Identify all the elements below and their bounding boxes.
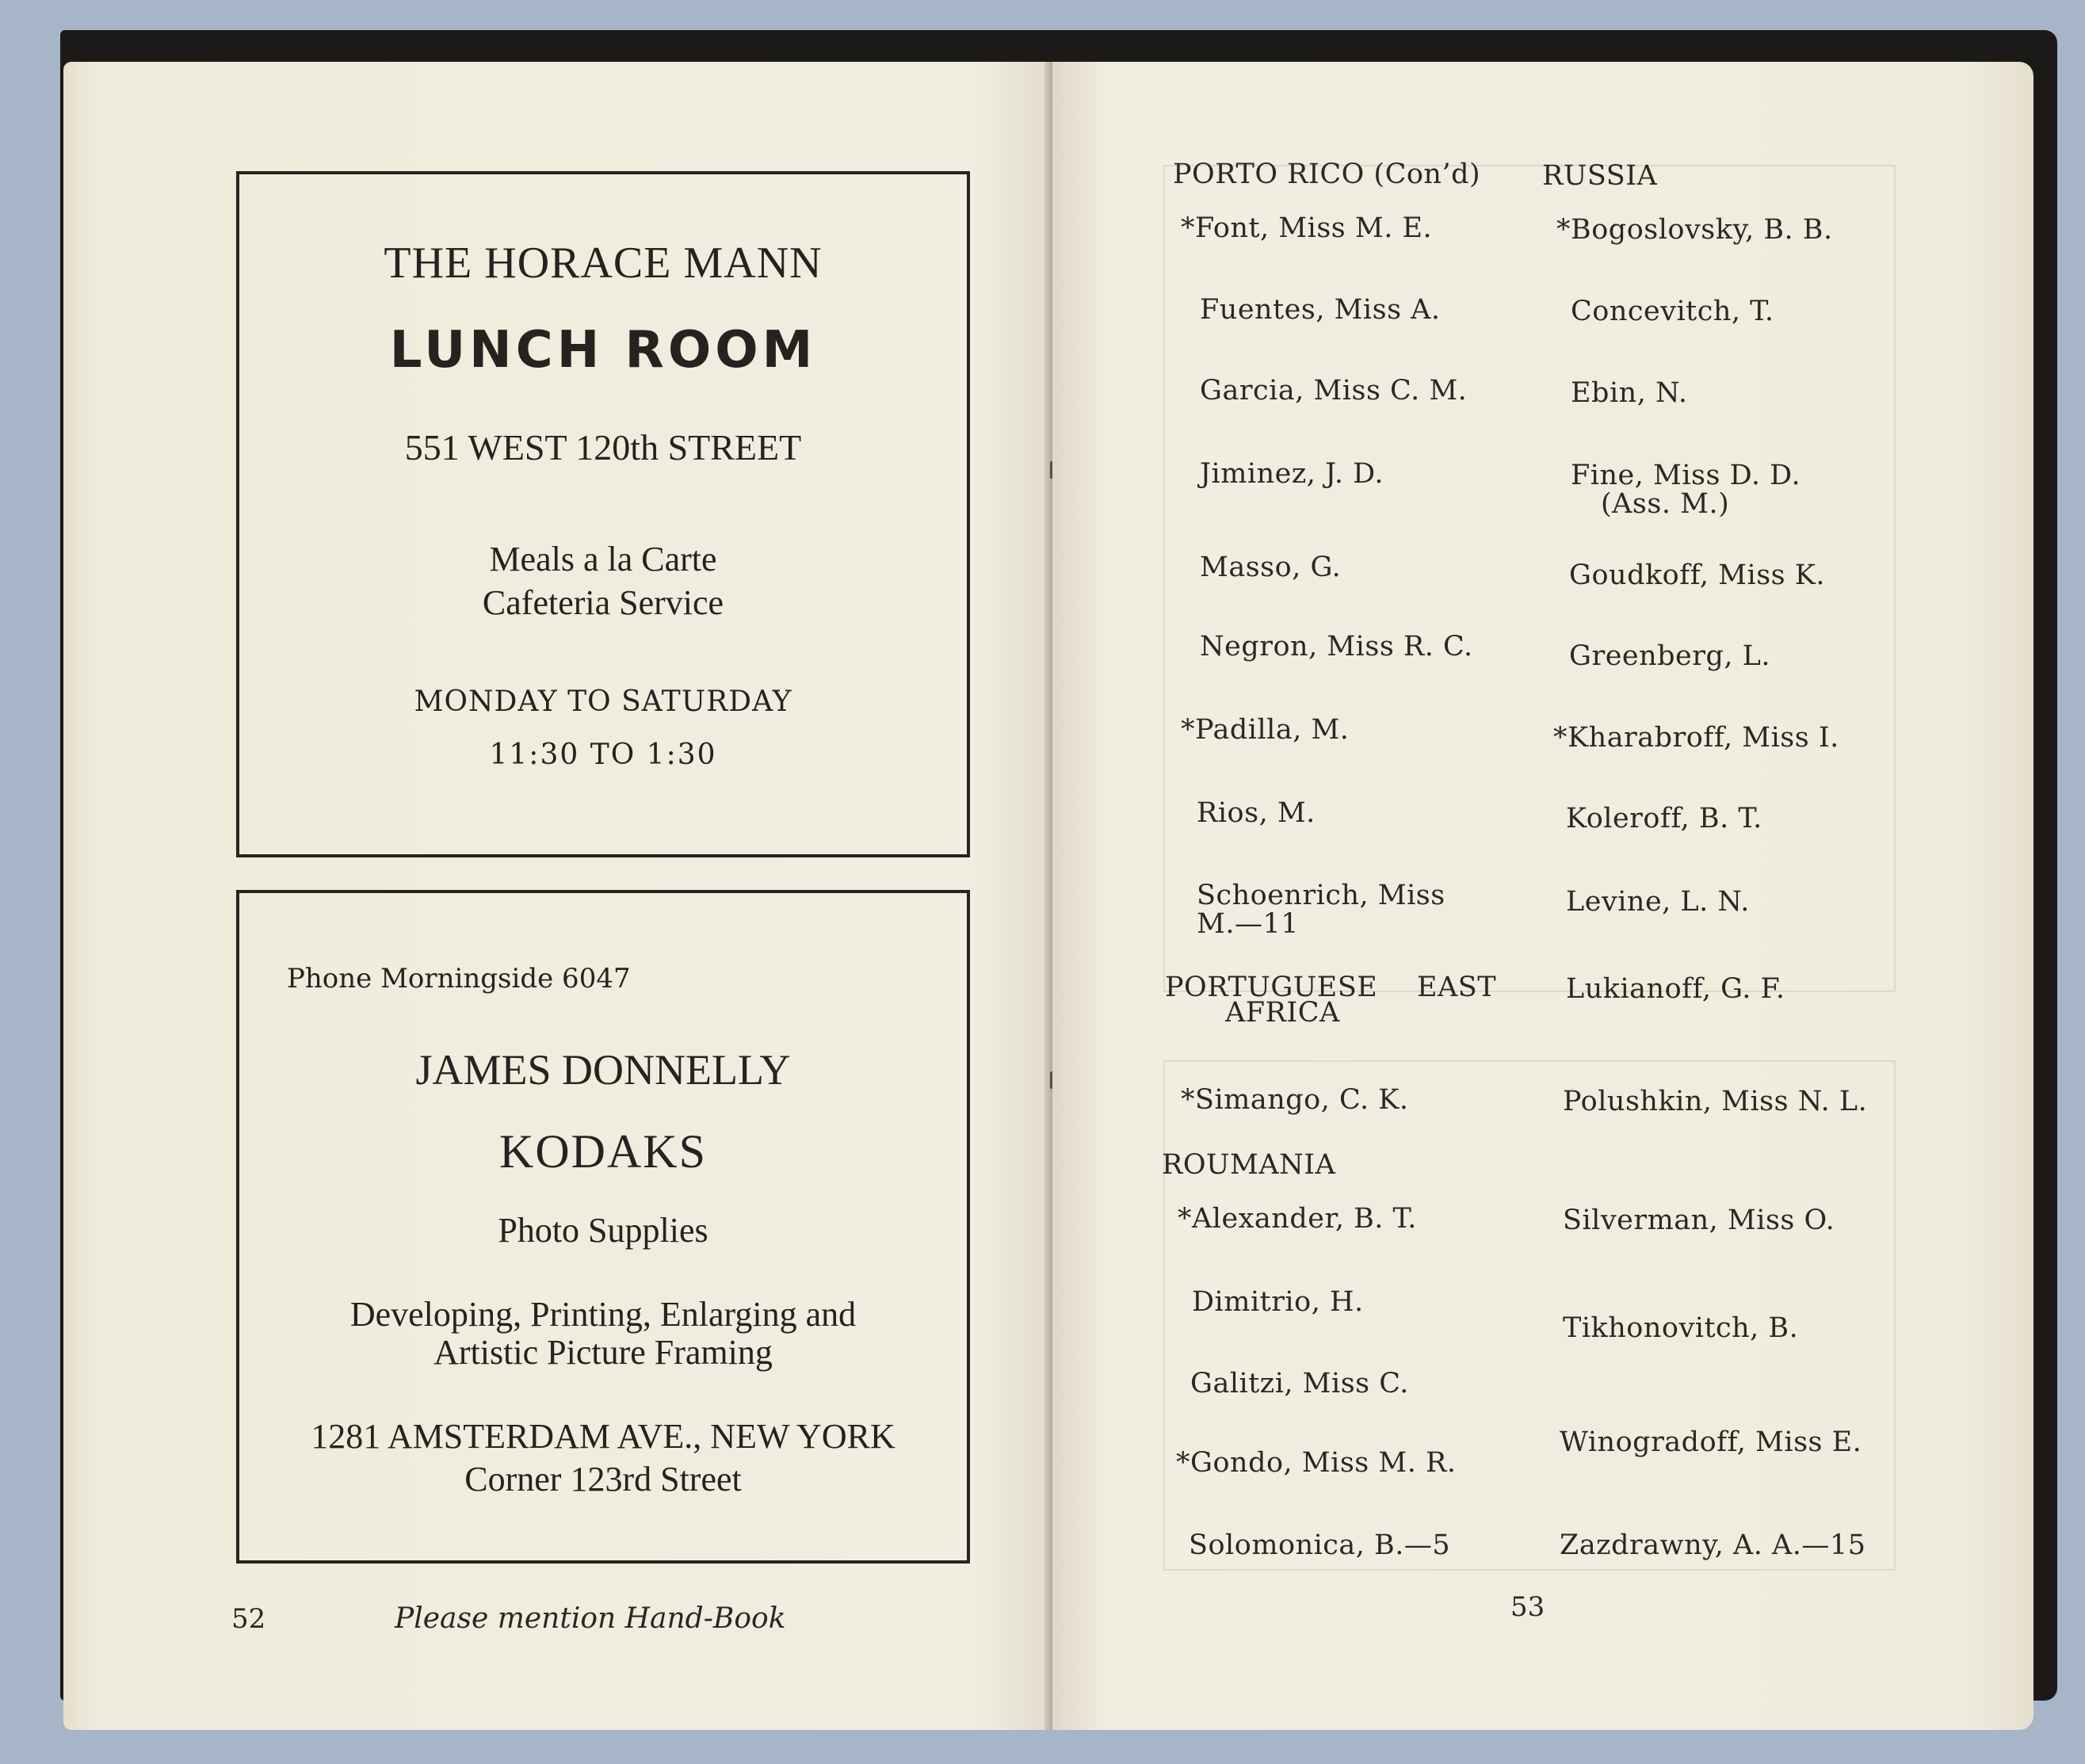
ad-title-line2: LUNCH ROOM — [389, 321, 817, 380]
entry: *Padilla, M. — [1181, 714, 1350, 746]
entry: *Alexander, B. T. — [1178, 1203, 1417, 1235]
left-page — [63, 62, 1052, 1730]
entry: *Kharabroff, Miss I. — [1553, 722, 1839, 754]
entry: Concevitch, T. — [1571, 296, 1774, 327]
entry: Dimitrio, H. — [1192, 1286, 1364, 1318]
entry: Greenberg, L. — [1569, 640, 1771, 672]
page-number-right: 53 — [1510, 1591, 1545, 1623]
entry: Negron, Miss R. C. — [1200, 631, 1473, 662]
heading-portuguese-cont: AFRICA — [1225, 997, 1340, 1029]
heading-porto-rico: PORTO RICO (Con’d) — [1173, 158, 1481, 190]
ad-street-address: 1281 AMSTERDAM AVE., NEW YORK — [311, 1417, 895, 1456]
donnelly-ad — [236, 890, 970, 1564]
entry: Galitzi, Miss C. — [1190, 1368, 1409, 1399]
footer-mention: Please mention Hand-Book — [395, 1602, 786, 1635]
ad-service: Cafeteria Service — [482, 583, 724, 622]
heading-russia: RUSSIA — [1542, 160, 1658, 192]
ad-days: MONDAY TO SATURDAY — [414, 685, 792, 718]
entry: *Bogoslovsky, B. B. — [1556, 214, 1833, 246]
entry: Fuentes, Miss A. — [1200, 294, 1441, 326]
entry: Zazdrawny, A. A.—15 — [1560, 1529, 1866, 1561]
entry: Silverman, Miss O. — [1563, 1205, 1835, 1236]
entry: Goudkoff, Miss K. — [1569, 559, 1826, 591]
entry-continued: (Ass. M.) — [1601, 488, 1730, 520]
ad-services: Developing, Printing, Enlarging and Artistic Picture Framing — [349, 1295, 857, 1372]
entry: Schoenrich, Miss — [1197, 880, 1445, 911]
heading-roumania: ROUMANIA — [1162, 1149, 1336, 1181]
entry: Polushkin, Miss N. L. — [1563, 1086, 1868, 1117]
entry: Koleroff, B. T. — [1566, 803, 1762, 834]
entry: Garcia, Miss C. M. — [1200, 375, 1468, 407]
entry: *Simango, C. K. — [1181, 1084, 1409, 1116]
entry: Lukianoff, G. F. — [1566, 973, 1785, 1005]
ad-hours: 11:30 TO 1:30 — [489, 739, 717, 771]
entry: Winogradoff, Miss E. — [1560, 1426, 1862, 1458]
entry: Fine, Miss D. D. — [1571, 460, 1801, 491]
entry: Jiminez, J. D. — [1200, 458, 1384, 490]
ad-phone: Phone Morningside 6047 — [287, 963, 631, 995]
ad-photo-supplies: Photo Supplies — [498, 1211, 708, 1250]
ad-kodaks: KODAKS — [498, 1125, 708, 1178]
entry: *Font, Miss M. E. — [1181, 212, 1433, 244]
ad-name: JAMES DONNELLY — [415, 1046, 791, 1094]
page-number-left: 52 — [231, 1603, 266, 1635]
entry: Solomonica, B.—5 — [1189, 1529, 1451, 1561]
horace-mann-ad — [236, 171, 970, 857]
ad-corner: Corner 123rd Street — [464, 1460, 742, 1499]
ad-title-line1: THE HORACE MANN — [384, 239, 823, 288]
entry: *Gondo, Miss M. R. — [1176, 1447, 1457, 1479]
ad-meals: Meals a la Carte — [489, 540, 717, 578]
entry-continued: M.—11 — [1197, 908, 1299, 940]
heading-portuguese: PORTUGUESE EAST — [1165, 972, 1497, 1003]
entry: Tikhonovitch, B. — [1563, 1312, 1799, 1344]
entry: Rios, M. — [1197, 797, 1316, 829]
right-page — [1052, 62, 2033, 1730]
entry: Ebin, N. — [1571, 377, 1688, 409]
entry: Masso, G. — [1200, 552, 1342, 583]
ad-address: 551 WEST 120th STREET — [404, 427, 802, 468]
entry: Levine, L. N. — [1566, 886, 1750, 918]
